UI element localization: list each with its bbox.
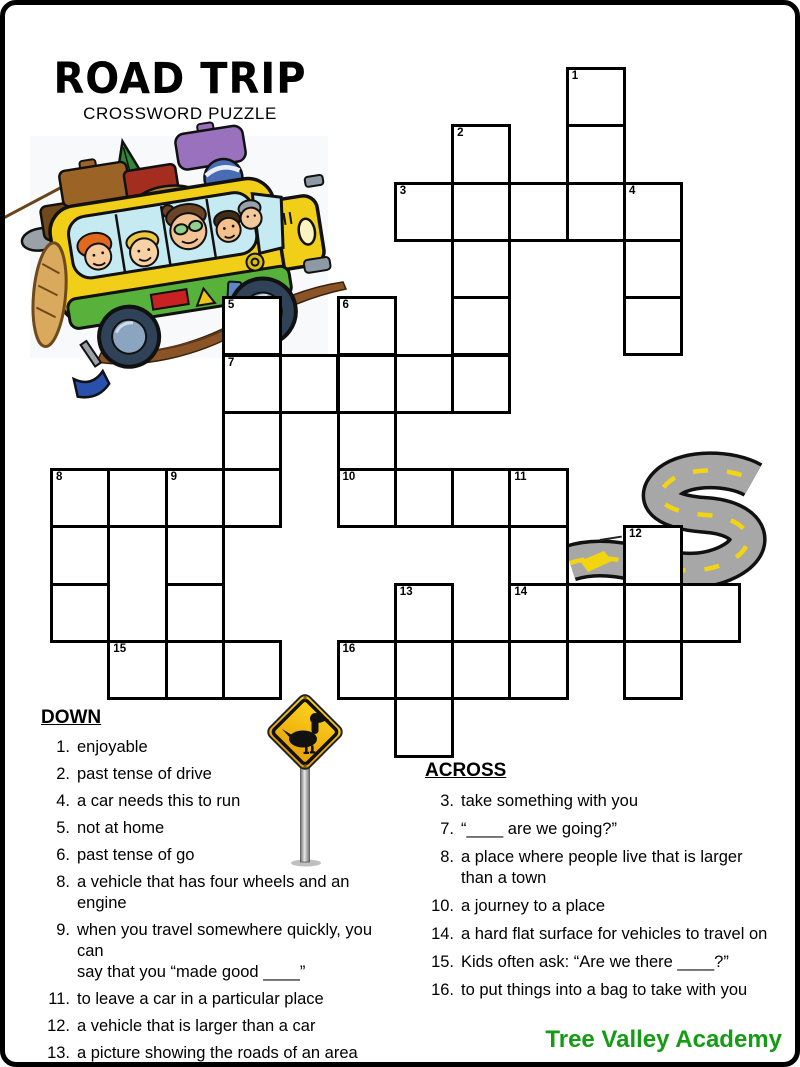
clue-text: to leave a car in a particular place <box>77 990 324 1008</box>
clue-text: a vehicle that has four wheels and an engine <box>77 873 350 912</box>
clue-item <box>38 1043 398 1064</box>
grid-cell[interactable] <box>337 640 397 700</box>
grid-cell-number: 7 <box>227 356 235 369</box>
clue-number: 8. <box>56 873 70 891</box>
clue-text: when you travel somewhere quickly, you can say that you “made good ____” <box>77 921 373 981</box>
grid-cell[interactable] <box>222 640 282 700</box>
clue-number: 11. <box>48 990 70 1008</box>
down-clues-section <box>38 707 398 1067</box>
across-clue-list <box>422 791 772 1001</box>
clue-text: take something with you <box>461 792 639 810</box>
clue-number: 12. <box>47 1017 70 1035</box>
clue-text: “____ are we going?” <box>461 820 617 838</box>
grid-cell[interactable] <box>623 182 683 242</box>
clue-item <box>38 737 398 758</box>
clue-item <box>38 845 398 866</box>
grid-cell[interactable] <box>508 640 568 700</box>
page-title: ROAD TRIP <box>53 54 307 104</box>
grid-cell-number: 8 <box>56 471 63 484</box>
grid-cell[interactable] <box>566 182 626 242</box>
clue-number: 2. <box>56 765 70 783</box>
clue-item <box>38 989 398 1010</box>
grid-cell-number: 9 <box>170 471 177 484</box>
grid-cell[interactable] <box>222 468 282 528</box>
grid-cell-number: 12 <box>629 528 642 541</box>
grid-cell-number: 4 <box>629 184 636 197</box>
clue-item <box>422 819 772 840</box>
grid-cell[interactable] <box>623 640 683 700</box>
grid-cell[interactable] <box>165 640 225 700</box>
grid-cell[interactable] <box>107 640 167 700</box>
grid-cell[interactable] <box>623 239 683 299</box>
page-subtitle: CROSSWORD PUZZLE <box>83 104 277 123</box>
grid-cell[interactable] <box>451 354 511 414</box>
grid-cell-number: 16 <box>342 643 356 655</box>
grid-cell[interactable] <box>337 296 397 356</box>
grid-cell[interactable] <box>165 583 225 643</box>
grid-cell-number: 2 <box>457 127 464 140</box>
clue-text: to put things into a bag to take with you <box>461 981 748 999</box>
grid-cell[interactable] <box>394 697 454 757</box>
grid-cell[interactable] <box>394 182 454 242</box>
clue-number: 7. <box>440 820 454 838</box>
grid-cell[interactable] <box>451 468 511 528</box>
grid-cell[interactable] <box>50 468 110 528</box>
clue-item <box>422 896 772 917</box>
grid-cell-number: 15 <box>113 643 127 655</box>
grid-cell[interactable] <box>451 296 511 356</box>
grid-cell[interactable] <box>508 468 568 528</box>
clue-number: 16. <box>431 981 454 999</box>
clue-text: a vehicle that is larger than a car <box>77 1017 316 1035</box>
grid-cell[interactable] <box>50 583 110 643</box>
clue-number: 10. <box>431 897 454 915</box>
clue-text: Kids often ask: “Are we there ____?” <box>461 953 729 971</box>
grid-cell-number: 14 <box>514 585 528 598</box>
clue-number: 5. <box>56 819 70 837</box>
grid-cell[interactable] <box>337 411 397 471</box>
down-label: DOWN <box>41 707 102 728</box>
grid-cell-number: 13 <box>399 585 413 598</box>
grid-cell-number: 5 <box>227 299 235 312</box>
clue-number: 4. <box>56 792 70 810</box>
clue-item <box>38 1016 398 1037</box>
grid-cell[interactable] <box>394 640 454 700</box>
grid-cell-number: 6 <box>342 299 349 312</box>
down-clue-list <box>38 737 398 1064</box>
grid-cell[interactable] <box>623 583 683 643</box>
grid-cell[interactable] <box>566 124 626 184</box>
brand-name: Tree Valley Academy <box>545 1026 782 1053</box>
clue-text: not at home <box>77 819 165 837</box>
grid-cell[interactable] <box>623 296 683 356</box>
grid-cell[interactable] <box>107 468 167 528</box>
grid-cell[interactable] <box>508 583 568 643</box>
grid-cell[interactable] <box>394 468 454 528</box>
across-clues-section <box>422 760 772 1008</box>
grid-cell[interactable] <box>566 67 626 127</box>
clue-item <box>422 924 772 945</box>
grid-cell[interactable] <box>222 354 282 414</box>
grid-cell[interactable] <box>337 354 397 414</box>
grid-cell[interactable] <box>337 468 397 528</box>
grid-cell[interactable] <box>680 583 740 643</box>
across-label: ACROSS <box>425 760 507 781</box>
grid-cell-number: 10 <box>342 471 356 484</box>
clue-text: a place where people live that is larger than a town <box>461 848 743 887</box>
clue-text: enjoyable <box>77 738 148 756</box>
clue-text: a journey to a place <box>461 897 606 915</box>
grid-cell[interactable] <box>50 525 110 585</box>
grid-cell[interactable] <box>623 525 683 585</box>
clue-item <box>422 952 772 973</box>
clue-text: a car needs this to run <box>77 792 241 810</box>
grid-cell-number: 1 <box>571 70 579 82</box>
grid-cell-number: 11 <box>514 471 527 484</box>
clue-item <box>38 872 398 914</box>
clue-item <box>38 920 398 983</box>
clue-item <box>422 791 772 812</box>
grid-cell[interactable] <box>451 182 511 242</box>
grid-cell[interactable] <box>222 296 282 356</box>
grid-cell[interactable] <box>165 468 225 528</box>
grid-cell[interactable] <box>279 354 339 414</box>
grid-cell[interactable] <box>165 525 225 585</box>
grid-cell[interactable] <box>394 354 454 414</box>
clue-item <box>422 980 772 1001</box>
grid-cell[interactable] <box>566 583 626 643</box>
clue-number: 14. <box>431 925 454 943</box>
clue-number: 6. <box>56 846 70 864</box>
clue-item <box>38 764 398 785</box>
grid-cell[interactable] <box>394 583 454 643</box>
grid-cell[interactable] <box>107 525 167 643</box>
clue-number: 3. <box>440 792 454 810</box>
grid-cell[interactable] <box>508 525 568 585</box>
clue-number: 1. <box>56 738 70 756</box>
clue-item <box>38 791 398 812</box>
clue-text: past tense of go <box>77 846 195 864</box>
clue-number: 9. <box>56 921 70 939</box>
clue-number: 8. <box>440 848 454 866</box>
clue-text: a hard flat surface for vehicles to travel on <box>461 925 768 943</box>
clue-item <box>38 818 398 839</box>
grid-cell[interactable] <box>451 239 511 299</box>
grid-cell[interactable] <box>508 182 568 242</box>
grid-cell[interactable] <box>451 640 511 700</box>
clue-text: a picture showing the roads of an area <box>77 1044 358 1062</box>
grid-cell[interactable] <box>222 411 282 471</box>
clue-number: 15. <box>431 953 454 971</box>
grid-cell-number: 3 <box>399 184 407 197</box>
clue-item <box>422 847 772 889</box>
clue-text: past tense of drive <box>77 765 212 783</box>
grid-cell[interactable] <box>451 124 511 184</box>
clue-number: 13. <box>47 1044 70 1062</box>
